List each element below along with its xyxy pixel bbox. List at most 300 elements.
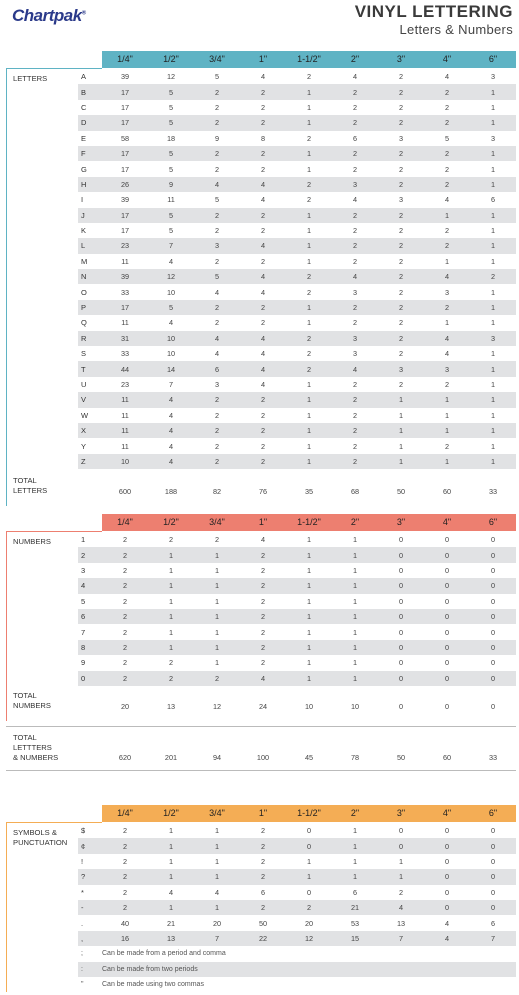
- table-row: [78, 931, 516, 946]
- total-cell: 201: [164, 753, 178, 762]
- row-character: 7: [81, 627, 86, 637]
- table-cell: 1: [352, 627, 358, 637]
- table-row: [78, 284, 516, 299]
- total-cell: 60: [442, 487, 452, 496]
- table-cell: 0: [490, 673, 496, 683]
- table-cell: 1: [306, 210, 312, 220]
- table-cell: 2: [490, 272, 496, 282]
- table-cell: 2: [398, 303, 404, 313]
- table-cell: 2: [444, 87, 450, 97]
- table-row: [78, 208, 516, 223]
- table-cell: 2: [214, 210, 220, 220]
- numbers-total-values: [102, 702, 516, 711]
- table-cell: 0: [444, 612, 450, 622]
- table-cell: 4: [260, 333, 266, 343]
- table-cell: 1: [168, 565, 174, 575]
- table-cell: 1: [306, 673, 312, 683]
- size-header-cell: 6": [488, 808, 498, 818]
- table-cell: 7: [490, 933, 496, 943]
- table-cell: 1: [168, 581, 174, 591]
- table-cell: 11: [121, 318, 129, 328]
- table-cell: 3: [398, 133, 404, 143]
- table-cell: 2: [260, 581, 266, 591]
- table-cell: 4: [260, 241, 266, 251]
- table-cell: 1: [490, 426, 496, 436]
- table-cell: 33: [120, 349, 130, 359]
- table-cell: 1: [490, 256, 496, 266]
- table-row: [78, 885, 516, 900]
- table-cell: 2: [260, 612, 266, 622]
- table-cell: 1: [168, 627, 174, 637]
- table-row: [78, 161, 516, 176]
- table-cell: 10: [120, 456, 130, 466]
- table-cell: 2: [214, 102, 220, 112]
- row-character: -: [81, 903, 84, 913]
- table-cell: 2: [306, 333, 312, 343]
- table-cell: 8: [260, 133, 266, 143]
- size-header-cell: 2": [350, 517, 360, 527]
- table-cell: 16: [120, 933, 130, 943]
- table-cell: 3: [490, 72, 496, 82]
- table-cell: 2: [352, 426, 358, 436]
- table-cell: 11: [121, 410, 129, 420]
- table-cell: 0: [398, 658, 404, 668]
- table-cell: 0: [490, 596, 496, 606]
- table-cell: 2: [444, 241, 450, 251]
- table-row: [78, 563, 516, 578]
- table-cell: 2: [122, 658, 128, 668]
- table-cell: 2: [260, 565, 266, 575]
- table-cell: 0: [490, 856, 496, 866]
- table-cell: 2: [398, 179, 404, 189]
- table-cell: 0: [490, 841, 496, 851]
- table-cell: 1: [490, 303, 496, 313]
- table-cell: 2: [122, 826, 128, 836]
- table-cell: 3: [214, 241, 220, 251]
- table-cell: 44: [120, 364, 130, 374]
- table-cell: 2: [398, 333, 404, 343]
- table-cell: 1: [214, 581, 220, 591]
- table-cell: 11: [121, 426, 129, 436]
- table-cell: 3: [352, 287, 358, 297]
- table-cell: 1: [490, 318, 496, 328]
- table-cell: 7: [168, 241, 174, 251]
- table-cell: 1: [306, 426, 312, 436]
- table-row: [78, 532, 516, 547]
- table-row: [78, 392, 516, 407]
- table-cell: 1: [214, 596, 220, 606]
- table-row: [78, 408, 516, 423]
- table-cell: 2: [260, 149, 266, 159]
- table-cell: 2: [260, 256, 266, 266]
- table-cell: 0: [444, 841, 450, 851]
- letters-label: LETTERS: [13, 74, 48, 83]
- total-cell: 12: [212, 702, 222, 711]
- table-cell: 2: [214, 149, 220, 159]
- total-cell: 100: [256, 753, 270, 762]
- row-character: .: [81, 918, 84, 928]
- table-cell: 0: [306, 887, 312, 897]
- table-cell: 1: [306, 642, 312, 652]
- table-cell: 17: [120, 149, 130, 159]
- row-character: 2: [81, 550, 86, 560]
- table-cell: 7: [168, 380, 174, 389]
- table-cell: 13: [396, 918, 406, 928]
- page-header: [355, 2, 513, 37]
- note-text: Can be made from two periods: [102, 965, 198, 973]
- table-cell: 1: [444, 395, 450, 405]
- table-cell: 2: [122, 612, 128, 622]
- total-cell: 13: [166, 702, 176, 711]
- table-cell: 2: [306, 72, 312, 82]
- row-character: ;: [81, 950, 83, 958]
- table-cell: 2: [352, 303, 358, 313]
- table-cell: 2: [122, 872, 128, 882]
- table-cell: 2: [260, 441, 266, 451]
- table-cell: 15: [350, 933, 360, 943]
- table-cell: 4: [168, 456, 174, 466]
- note-text: Can be made using two commas: [102, 981, 204, 989]
- table-cell: 2: [260, 226, 266, 236]
- table-cell: 2: [260, 826, 266, 836]
- table-cell: 2: [214, 118, 220, 128]
- table-cell: 1: [490, 364, 496, 374]
- table-cell: 2: [214, 441, 220, 451]
- table-cell: 2: [444, 441, 450, 451]
- total-cell: 24: [258, 702, 268, 711]
- table-cell: 1: [306, 627, 312, 637]
- row-character: ?: [81, 872, 86, 882]
- table-cell: 1: [490, 241, 496, 251]
- total-cell: 35: [304, 487, 314, 496]
- table-cell: 2: [398, 349, 404, 359]
- table-cell: 1: [352, 612, 358, 622]
- total-cell: 78: [350, 753, 360, 762]
- table-cell: 0: [444, 872, 450, 882]
- table-cell: 4: [260, 72, 266, 82]
- table-cell: 2: [444, 164, 450, 174]
- table-cell: 3: [352, 349, 358, 359]
- numbers-table: [78, 532, 516, 686]
- table-cell: 2: [352, 456, 358, 466]
- table-cell: 2: [260, 596, 266, 606]
- table-cell: 5: [168, 303, 174, 313]
- table-cell: 1: [306, 612, 312, 622]
- table-row: [78, 900, 516, 915]
- table-cell: 2: [306, 179, 312, 189]
- table-cell: 0: [490, 887, 496, 897]
- letters-total-label: TOTAL LETTERS: [13, 476, 48, 495]
- table-cell: 10: [166, 287, 176, 297]
- brand-logo: Chartpak®: [12, 6, 86, 25]
- row-character: 5: [81, 596, 86, 606]
- table-cell: 1: [490, 210, 496, 220]
- table-cell: 2: [352, 380, 358, 389]
- table-cell: 1: [306, 318, 312, 328]
- table-row: [78, 269, 516, 284]
- table-cell: 17: [120, 87, 130, 97]
- table-cell: 0: [444, 565, 450, 575]
- table-cell: 0: [444, 658, 450, 668]
- table-cell: 1: [352, 826, 358, 836]
- size-header-cell: 1/2": [163, 54, 179, 64]
- table-row: [78, 361, 516, 376]
- table-cell: 2: [260, 87, 266, 97]
- table-cell: 2: [398, 272, 404, 282]
- table-cell: 17: [120, 226, 130, 236]
- table-row: [78, 854, 516, 869]
- table-cell: 23: [120, 380, 130, 389]
- table-cell: 1: [214, 642, 220, 652]
- table-cell: 0: [398, 596, 404, 606]
- table-cell: 1: [306, 241, 312, 251]
- table-cell: 4: [352, 72, 358, 82]
- table-cell: 5: [168, 149, 174, 159]
- table-cell: 1: [306, 565, 312, 575]
- table-cell: 10: [166, 349, 176, 359]
- table-cell: 4: [168, 441, 174, 451]
- size-header-cell: 3": [396, 54, 406, 64]
- table-cell: 4: [398, 903, 404, 913]
- table-row: [78, 223, 516, 238]
- total-cell: 188: [164, 487, 178, 496]
- size-header-cell: 2": [350, 808, 360, 818]
- row-character: 0: [81, 673, 86, 683]
- table-cell: 0: [490, 535, 496, 545]
- table-cell: 1: [306, 596, 312, 606]
- table-row: [78, 671, 516, 686]
- table-cell: 0: [444, 627, 450, 637]
- table-cell: 2: [352, 441, 358, 451]
- table-cell: 0: [306, 826, 312, 836]
- total-cell: 50: [396, 753, 406, 762]
- combined-divider: [6, 726, 516, 727]
- table-cell: 2: [214, 164, 220, 174]
- table-cell: 0: [444, 535, 450, 545]
- table-cell: 0: [398, 642, 404, 652]
- table-cell: 1: [214, 856, 220, 866]
- table-row: [78, 192, 516, 207]
- table-cell: 2: [168, 535, 174, 545]
- note-text: Can be made from a period and comma: [102, 950, 226, 958]
- table-cell: 4: [214, 333, 220, 343]
- row-character: M: [81, 256, 88, 266]
- table-cell: 2: [260, 426, 266, 436]
- row-character: N: [81, 272, 87, 282]
- table-cell: 11: [121, 256, 129, 266]
- table-cell: 1: [352, 550, 358, 560]
- size-header-cell: 2": [350, 54, 360, 64]
- table-cell: 4: [168, 887, 174, 897]
- table-cell: 2: [398, 318, 404, 328]
- table-cell: 1: [168, 856, 174, 866]
- table-cell: 17: [120, 118, 130, 128]
- table-cell: 3: [490, 333, 496, 343]
- table-cell: 2: [306, 272, 312, 282]
- row-character: T: [81, 364, 86, 374]
- table-cell: 5: [214, 272, 220, 282]
- table-row: [78, 640, 516, 655]
- symbols-size-header: [102, 805, 516, 822]
- table-cell: 2: [444, 303, 450, 313]
- table-cell: 1: [352, 596, 358, 606]
- table-cell: 2: [398, 164, 404, 174]
- table-cell: 2: [260, 856, 266, 866]
- table-cell: 3: [490, 133, 496, 143]
- table-cell: 3: [444, 364, 450, 374]
- table-cell: 50: [258, 918, 268, 928]
- table-cell: 4: [260, 195, 266, 205]
- table-cell: 6: [214, 364, 220, 374]
- table-cell: 0: [444, 856, 450, 866]
- table-cell: 2: [260, 903, 266, 913]
- table-cell: 4: [168, 410, 174, 420]
- table-cell: 0: [398, 841, 404, 851]
- table-cell: 4: [260, 673, 266, 683]
- table-cell: 1: [214, 565, 220, 575]
- table-cell: 4: [260, 364, 266, 374]
- table-cell: 14: [166, 364, 176, 374]
- table-row: [78, 146, 516, 161]
- row-character: V: [81, 395, 87, 405]
- table-cell: 4: [444, 918, 450, 928]
- table-cell: 1: [214, 550, 220, 560]
- table-cell: 1: [444, 410, 450, 420]
- table-cell: 2: [214, 256, 220, 266]
- table-cell: 2: [444, 380, 450, 389]
- size-header-cell: 1": [258, 808, 268, 818]
- table-cell: 1: [352, 856, 358, 866]
- table-cell: 1: [490, 395, 496, 405]
- row-character: I: [81, 195, 84, 205]
- table-cell: 31: [120, 333, 130, 343]
- table-cell: 2: [260, 395, 266, 405]
- symbol-note-row: [78, 977, 516, 993]
- letters-table: [78, 69, 516, 469]
- table-cell: 1: [490, 87, 496, 97]
- table-cell: 2: [398, 118, 404, 128]
- table-cell: 39: [120, 72, 130, 82]
- table-cell: 2: [260, 872, 266, 882]
- table-cell: 2: [306, 133, 312, 143]
- table-cell: 2: [398, 226, 404, 236]
- row-character: $: [81, 826, 86, 836]
- table-cell: 11: [121, 395, 129, 405]
- table-row: [78, 300, 516, 315]
- table-cell: 20: [304, 918, 314, 928]
- table-cell: 5: [168, 118, 174, 128]
- table-cell: 2: [260, 658, 266, 668]
- table-cell: 12: [166, 272, 176, 282]
- table-cell: 1: [214, 826, 220, 836]
- table-cell: 4: [260, 179, 266, 189]
- table-row: [78, 115, 516, 130]
- table-cell: 2: [214, 673, 220, 683]
- total-cell: 10: [350, 702, 360, 711]
- total-cell: 50: [396, 487, 406, 496]
- table-cell: 7: [214, 933, 220, 943]
- table-cell: 1: [490, 349, 496, 359]
- row-character: *: [81, 887, 84, 897]
- row-character: Y: [81, 441, 87, 451]
- size-header-cell: 1/4": [117, 808, 133, 818]
- table-cell: 5: [168, 87, 174, 97]
- table-cell: 4: [352, 364, 358, 374]
- table-cell: 2: [398, 241, 404, 251]
- table-row: [78, 609, 516, 624]
- table-cell: 0: [444, 596, 450, 606]
- page-subtitle: Letters & Numbers: [399, 22, 513, 37]
- table-cell: 2: [260, 210, 266, 220]
- row-character: H: [81, 179, 87, 189]
- symbol-note-row: [78, 946, 516, 962]
- table-cell: 0: [444, 673, 450, 683]
- table-cell: 1: [444, 210, 450, 220]
- size-header-cell: 3/4": [209, 54, 225, 64]
- row-character: 1: [81, 535, 86, 545]
- total-cell: 20: [120, 702, 130, 711]
- table-cell: 40: [120, 918, 130, 928]
- table-cell: 2: [306, 903, 312, 913]
- table-cell: 1: [306, 856, 312, 866]
- table-cell: 4: [168, 318, 174, 328]
- table-cell: 0: [444, 826, 450, 836]
- table-cell: 11: [167, 195, 175, 205]
- size-header-cell: 6": [488, 54, 498, 64]
- table-cell: 2: [122, 596, 128, 606]
- row-character: 9: [81, 658, 86, 668]
- table-cell: 1: [398, 872, 404, 882]
- table-cell: 2: [122, 581, 128, 591]
- table-cell: 0: [306, 841, 312, 851]
- table-cell: 2: [260, 456, 266, 466]
- table-cell: 2: [122, 903, 128, 913]
- table-cell: 1: [306, 550, 312, 560]
- numbers-size-header: [102, 514, 516, 531]
- table-cell: 11: [121, 441, 129, 451]
- table-cell: 1: [168, 872, 174, 882]
- table-cell: 2: [398, 102, 404, 112]
- table-cell: 1: [214, 658, 220, 668]
- table-cell: 4: [444, 272, 450, 282]
- table-cell: 1: [168, 903, 174, 913]
- table-cell: 12: [304, 933, 314, 943]
- table-cell: 1: [444, 256, 450, 266]
- table-cell: 1: [306, 872, 312, 882]
- row-character: Z: [81, 456, 86, 466]
- table-cell: 4: [352, 195, 358, 205]
- table-cell: 1: [490, 441, 496, 451]
- table-cell: 2: [444, 118, 450, 128]
- table-cell: 1: [214, 841, 220, 851]
- table-cell: 2: [260, 410, 266, 420]
- table-cell: 2: [352, 102, 358, 112]
- table-cell: 39: [120, 195, 130, 205]
- table-cell: 1: [398, 441, 404, 451]
- table-cell: 1: [490, 118, 496, 128]
- table-cell: 1: [168, 550, 174, 560]
- table-row: [78, 254, 516, 269]
- total-cell: 10: [304, 702, 314, 711]
- table-cell: 2: [214, 303, 220, 313]
- table-cell: 0: [490, 627, 496, 637]
- table-cell: 2: [352, 118, 358, 128]
- table-cell: 2: [398, 287, 404, 297]
- table-cell: 2: [352, 410, 358, 420]
- table-cell: 0: [490, 565, 496, 575]
- table-row: [78, 131, 516, 146]
- table-cell: 26: [120, 179, 130, 189]
